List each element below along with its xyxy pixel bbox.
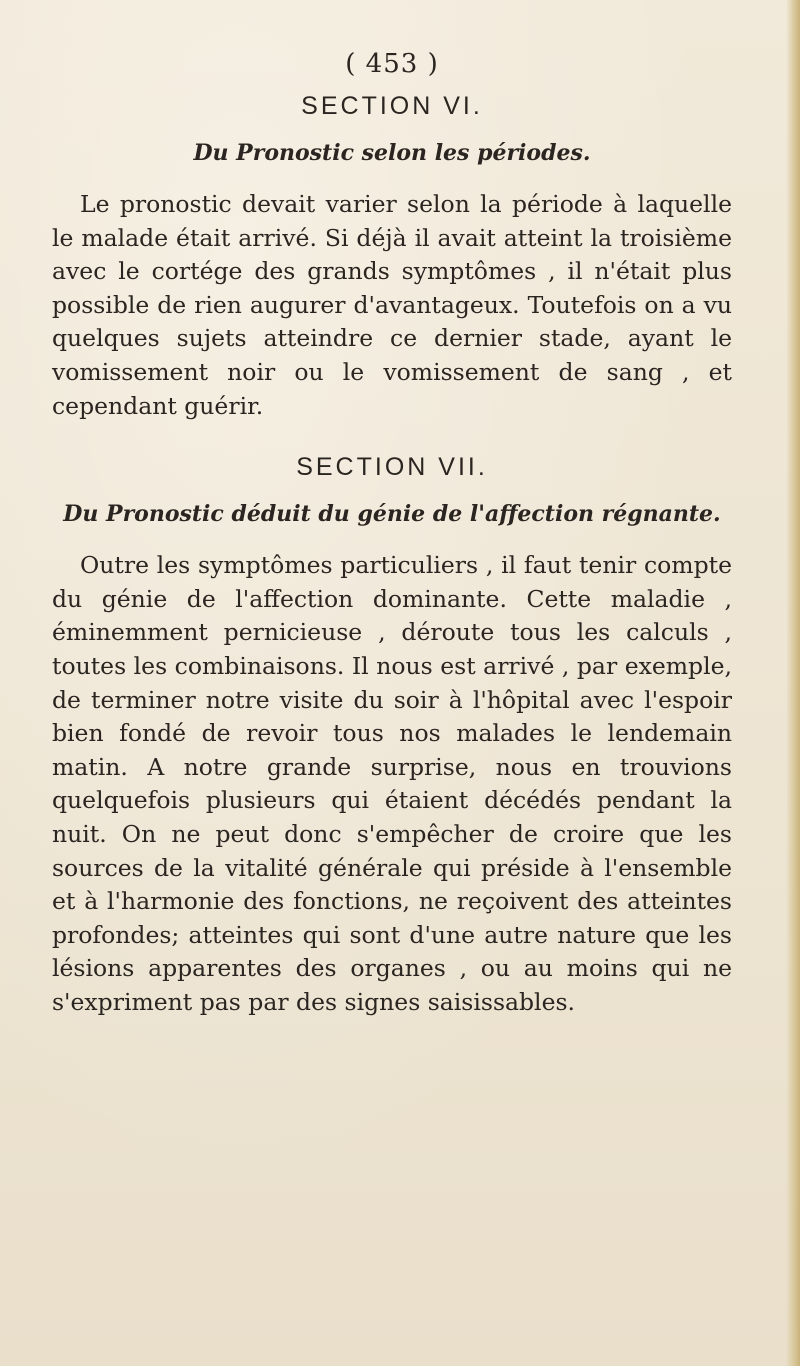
section-heading: SECTION VII.: [296, 453, 488, 482]
section-subheading: Du Pronostic déduit du génie de l'affection régnante.: [63, 501, 721, 528]
section-6: [52, 90, 732, 423]
section-paragraph: Le pronostic devait varier selon la période à laquelle le malade était arrivé. Si déjà il avait atteint la troisième avec le cortége des grands symptômes , il n'était plus possible de rien augurer d'avantageux. Toutefois on a vu quelques sujets atteindre ce dernier stade, ayant le vomissement noir ou le vomissement de sang , et cependant guérir.: [52, 190, 732, 420]
page-text-block: [52, 48, 732, 1047]
section-subheading: Du Pronostic selon les périodes.: [193, 140, 591, 166]
section-7: [52, 451, 732, 1019]
section-heading: SECTION VI.: [301, 92, 483, 120]
page-edge: [786, 0, 800, 1366]
section-paragraph: Outre les symptômes particuliers , il faut tenir compte du génie de l'affection dominante. Cette maladie , éminemment pernicieuse , déroute tous les calculs , toutes les combinaisons. Il nous est arrivé , par exemple, de terminer notre visite du soir à l'hôpital avec l'espoir bien fondé de revoir tous nos malades le lendemain matin. A notre grande surprise, nous en trouvions quelquefois plusieurs qui étaient décédés pendant la nuit. On ne peut donc s'empêcher de croire que les sources de la vitalité générale qui préside à l'ensemble et à l'harmonie des fonctions, ne reçoivent des atteintes profondes; atteintes qui sont d'une autre nature que les lésions apparentes des organes , ou au moins qui ne s'expriment pas par des signes saisissables.: [52, 551, 732, 1016]
page-number: ( 453 ): [345, 49, 439, 79]
